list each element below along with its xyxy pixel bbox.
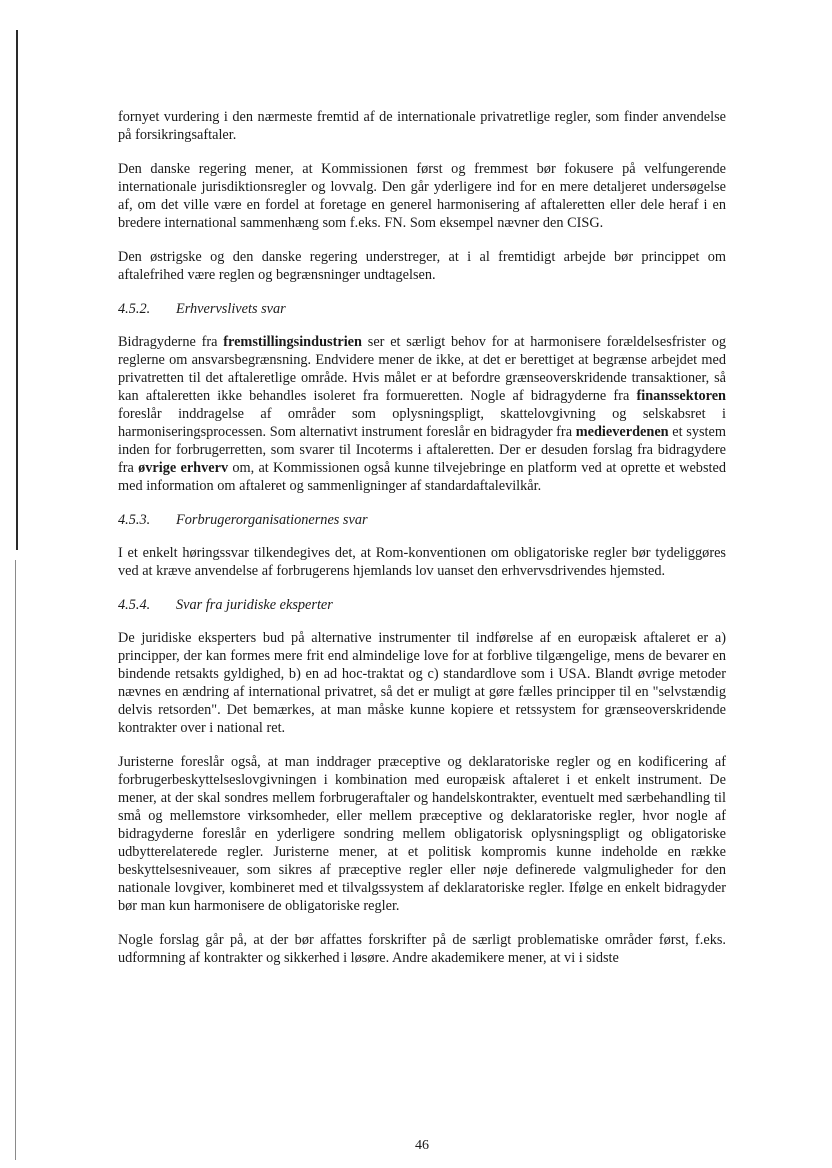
paragraph-proposals: Nogle forslag går på, at der bør affattes forskrifter på de særligt problematiske områder først, f.eks. udformning af kontrakter og sikkerhed i løsøre. Andre akademikere mener, at vi i sidste: [118, 932, 726, 966]
text-run: et system inden for forbrugerretten, som svarer til Incoterms i aftaleretten. Der er desuden forslag fra bidragydere fra: [118, 424, 726, 476]
bold-term-other-business: øvrige erhverv: [138, 460, 229, 476]
bold-term-media: medieverdenen: [575, 424, 669, 440]
document-page: [118, 108, 726, 1153]
heading-4-5-3: [118, 511, 726, 529]
paragraph-austrian-danish: Den østrigske og den danske regering understreger, at i al fremtidigt arbejde bør princippet om aftalefrihed være reglen og begrænsninger undtagelsen.: [118, 249, 726, 283]
text-run: foreslår inddragelse af områder som oplysningspligt, skattelovgivning og selskabsret i harmoniseringsprocessen. Som alternativt instrument foreslår en bidragyder fra: [118, 406, 726, 440]
heading-number: 4.5.4.: [118, 597, 151, 613]
paragraph-legal-experts: De juridiske eksperters bud på alternative instrumenter til indførelse af en europæisk aftaleret er a) principper, der kan formes mere frit end almindelige love for at forblive tilgængelige, mens de bevarer en bindende retsakts gyldighed, b) en ad hoc-traktat og c) standardlove som i USA. Blandt øvrige metoder nævnes en ændring af international privatret, så det er muligt at gøre fælles principper til en "selvstændig delvis retsorden". Det bemærkes, at man måske kunne kopiere et retssystem for grænseoverskridende kontrakter over i national ret.: [118, 630, 726, 736]
paragraph-jurists-proposal: Juristerne foreslår også, at man inddrager præceptive og deklaratoriske regler og en kodificering af forbrugerbeskyttelseslovgivningen i kombination med europæisk aftaleret i et enkelt instrument. De mener, at der skal sondres mellem forbrugeraftaler og handelskontrakter, eventuelt med særbehandling til små og mellemstore virksomheder, eller mellem præceptive og deklaratoriske regler, hvor nogle af bidragyderne foreslår en yderligere sondring mellem obligatorisk oplysningspligt og obligatoriske udbytterelaterede regler. Juristerne mener, at et politisk kompromis kunne indeholde en række beskyttelsesniveauer, som sikres af præceptive regler eller nøje definerede valgmuligheder for den nationale lovgiver, kombineret med et tilvalgssystem af deklaratoriske regler. Ifølge en enkelt bidragyder bør man kun harmonisere de obligatoriske regler.: [118, 754, 726, 914]
paragraph-business-responses: [118, 333, 726, 495]
paragraph-danish-government: Den danske regering mener, at Kommissionen først og fremmest bør fokusere på velfungerende internationale jurisdiktionsregler og lovvalg. Den går yderligere ind for en mere detaljeret undersøgelse af, om det ville være en fordel at foretage en generel harmonisering af aftaleretten eller dele heraf i en bredere international sammenhæng som f.eks. FN. Som eksempel nævner den CISG.: [118, 161, 726, 231]
heading-4-5-4: [118, 596, 726, 614]
paragraph-consumer-organisations: I et enkelt høringssvar tilkendegives det, at Rom-konventionen om obligatoriske regler bør tydeliggøres ved at kræve anvendelse af forbrugerens hjemlands lov uanset den erhvervsdrivendes hjemsted.: [118, 545, 726, 579]
text-run: om, at Kommissionen også kunne tilvejebringe en platform ved at oprette et websted med information om aftaleret og sammenligninger af standardaftalevilkår.: [118, 460, 726, 494]
paragraph-continuation: fornyet vurdering i den nærmeste fremtid af de internationale privatretlige regler, som finder anvendelse på forsikringsaftaler.: [118, 109, 726, 143]
heading-number: 4.5.3.: [118, 512, 151, 528]
heading-4-5-2: [118, 300, 726, 318]
text-run: Bidragyderne fra: [118, 334, 224, 350]
heading-title: Forbrugerorganisationernes svar: [176, 512, 368, 528]
text-run: ser et særligt behov for at harmonisere forældelsesfrister og reglerne om ansvarsbegrænsning. Endvidere mener de ikke, at det er berettiget at begrænse arbejdet med privatretten til det aftaleretlige område. Hvis målet er at befordre grænseoverskridende transaktioner, så kan aftaleretten ikke behandles isoleret fra formueretten. Nogle af bidragyderne fra: [118, 334, 726, 404]
bold-term-manufacturing: fremstillingsindustrien: [223, 334, 362, 350]
scan-edge-mark-lower: [15, 560, 16, 1160]
heading-title: Erhvervslivets svar: [176, 301, 286, 317]
heading-number: 4.5.2.: [118, 301, 151, 317]
heading-title: Svar fra juridiske eksperter: [176, 597, 333, 613]
page-number: 46: [415, 1138, 429, 1153]
scan-edge-mark: [16, 30, 18, 550]
bold-term-finance: finanssektoren: [636, 388, 726, 404]
